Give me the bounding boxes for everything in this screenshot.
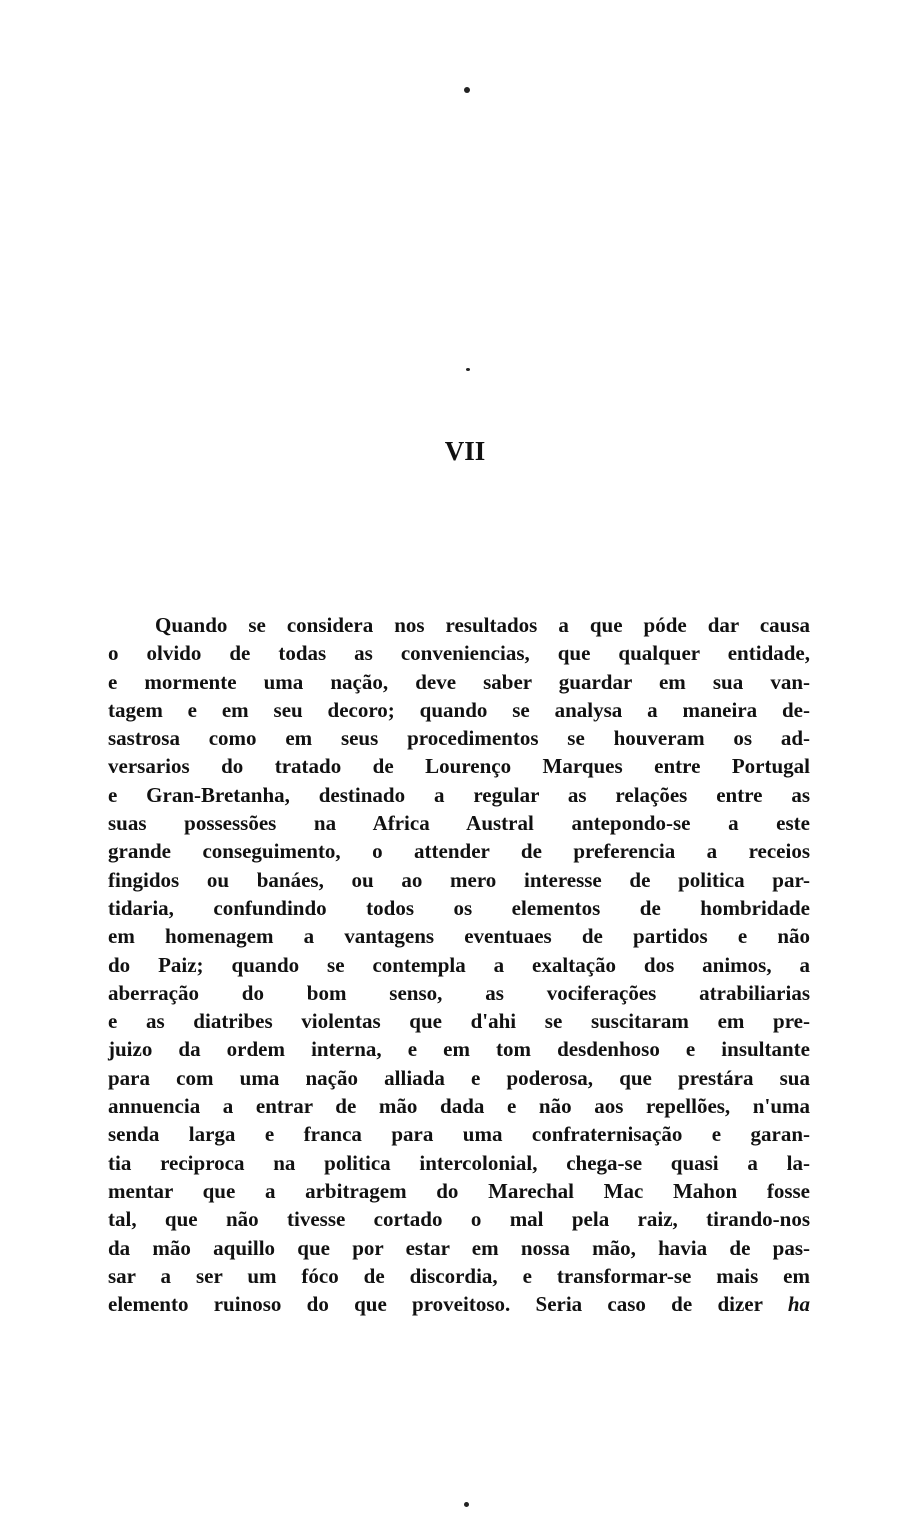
text-line: e mormente uma nação, deve saber guardar em sua van- bbox=[108, 669, 810, 694]
text-line-last bbox=[108, 1290, 810, 1318]
body-paragraph bbox=[108, 611, 810, 1318]
text-line: juizo da ordem interna, e em tom desdenhoso e insultante bbox=[108, 1037, 810, 1062]
scan-speck-mid bbox=[466, 368, 470, 371]
italic-word: ha bbox=[787, 1292, 810, 1317]
text-line: e as diatribes violentas que d'ahi se suscitaram em pre- bbox=[108, 1009, 810, 1034]
text-line: versarios do tratado de Lourenço Marques entre Portugal bbox=[108, 754, 810, 779]
text-line: tagem e em seu decoro; quando se analysa a maneira de- bbox=[108, 697, 810, 722]
text-line: para com uma nação alliada e poderosa, que prestára sua bbox=[108, 1065, 810, 1090]
scan-speck-bottom bbox=[464, 1502, 469, 1507]
text-line: tidaria, confundindo todos os elementos de hombridade bbox=[108, 895, 810, 920]
text-line: do Paiz; quando se contempla a exaltação dos animos, a bbox=[108, 952, 810, 977]
chapter-heading: VII bbox=[444, 436, 486, 466]
text-line: o olvido de todas as conveniencias, que qualquer entidade, bbox=[108, 641, 810, 666]
text-line: Quando se considera nos resultados a que póde dar causa bbox=[155, 613, 810, 637]
text-line: senda larga e franca para uma confraternisação e garan- bbox=[108, 1122, 810, 1147]
text-line: da mão aquillo que por estar em nossa mão, havia de pas- bbox=[108, 1235, 810, 1260]
text-line: fingidos ou banáes, ou ao mero interesse de politica par- bbox=[108, 867, 810, 892]
text-line: tia reciproca na politica intercolonial, chega-se quasi a la- bbox=[108, 1150, 810, 1175]
text-line: sar a ser um fóco de discordia, e transformar-se mais em bbox=[108, 1263, 810, 1288]
text-line: em homenagem a vantagens eventuaes de partidos e não bbox=[108, 924, 810, 949]
text-line: grande conseguimento, o attender de preferencia a receios bbox=[108, 839, 810, 864]
text-line: tal, que não tivesse cortado o mal pela raiz, tirando-nos bbox=[108, 1207, 810, 1232]
text-line: suas possessões na Africa Austral antepondo-se a este bbox=[108, 811, 810, 836]
text-line: e Gran-Bretanha, destinado a regular as relações entre as bbox=[108, 782, 810, 807]
text-line: sastrosa como em seus procedimentos se houveram os ad- bbox=[108, 726, 810, 751]
text-line-last-body: elemento ruinoso do que proveitoso. Seria caso de dizer bbox=[108, 1292, 763, 1317]
text-line: mentar que a arbitragem do Marechal Mac Mahon fosse bbox=[108, 1178, 810, 1203]
text-line: aberração do bom senso, as vociferações atrabiliarias bbox=[108, 980, 810, 1005]
scan-speck-top bbox=[464, 87, 470, 93]
text-line: annuencia a entrar de mão dada e não aos repellões, n'uma bbox=[108, 1094, 810, 1119]
